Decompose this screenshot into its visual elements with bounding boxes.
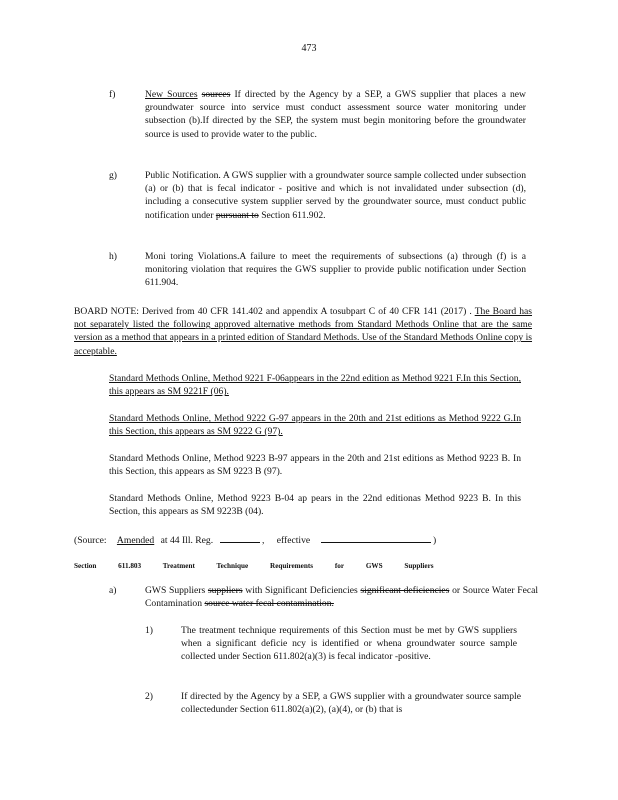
- section-heading-word: Treatment: [162, 562, 195, 570]
- subsection-a-text: [145, 584, 538, 610]
- source-effective: effective: [276, 535, 311, 546]
- section-heading-word: Section: [74, 562, 97, 570]
- subsection-g-text: [145, 169, 526, 222]
- subsection-a1-label: 1): [145, 625, 153, 636]
- subsection-f-title: New Sources: [145, 89, 198, 100]
- source-close: ): [432, 535, 437, 546]
- subsection-a1-text: The treatment technique requirements of this Section must be met by GWS suppliers when a significant deficie ncy is identified or whena groundwater source sample collected under Section 611.802(a)(3) is fecal indicator -positive.: [181, 625, 517, 663]
- subsection-g-body: Public Notification. A GWS supplier with a groundwater source sample collected under subsection (a) or (b) that is fecal indicator - positive and which is not invalidated under subsection (d), including a consecutive system supplier served by the groundwater source, must conduct public notification under: [145, 170, 526, 221]
- subsection-f-text: [145, 88, 526, 141]
- subsection-h-label: h): [109, 251, 117, 262]
- section-heading-word: Technique: [216, 562, 249, 570]
- section-heading-word: GWS: [365, 562, 383, 570]
- subsection-a2-label: 2): [145, 691, 153, 702]
- section-heading: [74, 560, 544, 573]
- subsection-a-struck: suppliers: [207, 585, 243, 596]
- section-heading-word: for: [334, 562, 345, 570]
- subsection-a-part: GWS Suppliers: [145, 585, 206, 596]
- subsection-a-label: a): [109, 585, 117, 596]
- subsection-f-title-struck: sources: [201, 89, 231, 100]
- method-item: Standard Methods Online, Method 9223 B-04 ap pears in the 22nd editionas Method 9223 B. In this Section, this appears as SM 9223B (04).: [109, 493, 521, 518]
- page-number: 473: [301, 43, 317, 54]
- subsection-g-tail: Section 611.902.: [261, 209, 326, 221]
- subsection-a-struck: significant deficiencies: [360, 585, 450, 596]
- subsection-g-label: g): [109, 170, 117, 181]
- section-heading-word: 611.803: [118, 562, 142, 570]
- source-reg-blank: [220, 532, 260, 543]
- subsection-f-label: f): [109, 89, 116, 100]
- subsection-a-struck: source water fecal contamination.: [204, 598, 334, 610]
- board-note-plain: BOARD NOTE: Derived from 40 CFR 141.402 and appendix A tosubpart C of 40 CFR 141 (2017) .: [74, 306, 472, 317]
- subsection-f-body: If directed by the Agency by a SEP, a GWS supplier that places a new groundwater source into service must conduct assessment source water monitoring under subsection (b).If directed by the SEP, the system must begin monitoring before the groundwater source is used to provide water to the public.: [145, 89, 526, 140]
- subsection-a-part: with Significant Deficiencies: [245, 585, 358, 596]
- method-item: Standard Methods Online, Method 9222 G-97 appears in the 20th and 21st editions as Method 9222 G.In this Section, this appears as SM 9222 G (97).: [109, 413, 521, 438]
- source-line: [74, 532, 534, 547]
- board-note: [74, 305, 532, 358]
- board-note-underlined: The Board has not separately listed the following approved alternative methods from Standard Methods Online that are the same version as a method that appears in a printed edition of Standard Methods. Use of the Standard Methods Online copy is acceptable.: [74, 306, 533, 357]
- source-effective-blank: [321, 532, 431, 543]
- subsection-a2-text: If directed by the Agency by a SEP, a GWS supplier with a groundwater source sample collectedunder Section 611.802(a)(2), (a)(4), or (b) that is: [181, 691, 521, 716]
- method-item: Standard Methods Online, Method 9223 B-97 appears in the 20th and 21st editions as Method 9223 B. In this Section, this appears as SM 9223 B (97).: [109, 453, 521, 478]
- method-item: Standard Methods Online, Method 9221 F-06appears in the 22nd edition as Method 9221 F.In this Section, this appears as SM 9221F (06).: [109, 373, 521, 398]
- section-heading-word: Suppliers: [404, 562, 434, 570]
- section-heading-word: Requirements: [270, 562, 314, 570]
- subsection-h-text: Moni toring Violations.A failure to meet the requirements of subsections (a) through (f) is a monitoring violation that requires the GWS supplier to provide public notification under Section 611.904.: [145, 251, 526, 289]
- subsection-a-part: or Source Water Fecal Contamination: [145, 585, 539, 610]
- source-comma: ,: [261, 535, 265, 546]
- source-amended: Amended: [116, 535, 155, 546]
- subsection-g-struck: pursuant to: [215, 209, 259, 221]
- source-reg: at 44 Ill. Reg.: [160, 535, 214, 546]
- source-prefix: (Source:: [74, 535, 107, 546]
